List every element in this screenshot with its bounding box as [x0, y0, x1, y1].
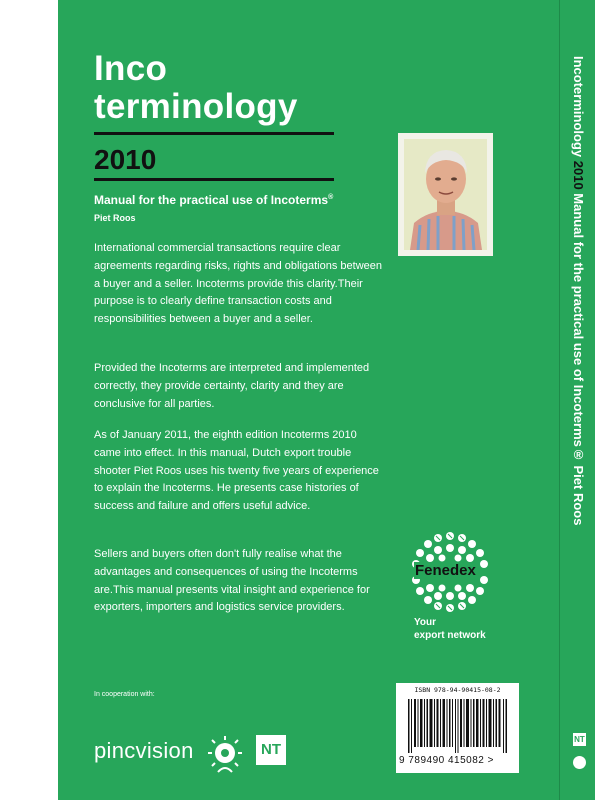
book-subtitle: [94, 193, 333, 207]
spine-subtitle: Manual for the practical use of Incoterms: [571, 193, 586, 447]
title-line-1: Inco: [94, 49, 168, 88]
author-portrait-icon: [404, 139, 487, 250]
spine-author: Piet Roos: [571, 465, 586, 526]
blurb-paragraph-3: As of January 2011, the eighth edition Incoterms 2010 came into effect. In this manual, Dutch export trouble shooter Piet Roos uses his twenty five years of experience to explain the Incoterms. He presents case histories of success and failure and offers useful advice.: [94, 429, 379, 513]
title-line-2: terminology: [94, 87, 298, 126]
fenedex-tagline-line-1: Your: [414, 617, 437, 628]
author-photo: [398, 133, 493, 256]
registered-mark: ®: [328, 194, 334, 201]
barcode-icon: [408, 699, 508, 753]
nt-publisher-logo: NT: [256, 735, 286, 765]
isbn-text: ISBN 978-94-90415-08-2: [414, 686, 501, 694]
spine-circle-icon: [573, 756, 586, 769]
subtitle-text: Manual for the practical use of Incoterms: [94, 193, 329, 207]
pincvision-emblem-icon: [208, 736, 242, 774]
spine-title-word: Incoterminology: [571, 56, 586, 158]
fenedex-tagline-line-2: export network: [414, 630, 486, 641]
title-divider-top: [94, 132, 334, 135]
blurb-paragraph-2: Provided the Incoterms are interpreted and implemented correctly, they provide certainty, clarity and they are conclusive for all parties.: [94, 362, 370, 410]
ean-digits: 9 789490 415082 >: [399, 755, 494, 766]
title-divider-bottom: [94, 178, 334, 181]
book-author: Piet Roos: [94, 213, 136, 223]
fenedex-wordmark: Fenedex: [415, 562, 476, 579]
blurb-paragraph-4: Sellers and buyers often don't fully realise what the advantages and consequences of using the Incoterms are.This manual presents vital insight and experience for exporters, importers and logistics service providers.: [94, 548, 370, 614]
pincvision-logo: pincvision: [94, 738, 194, 763]
spine-title: [571, 56, 586, 525]
book-title: [94, 50, 298, 126]
spine-publisher-logo: NT: [574, 735, 585, 744]
book-year: 2010: [94, 144, 157, 175]
spine-registered-mark: ®: [571, 446, 586, 462]
cooperation-label: In cooperation with:: [94, 691, 155, 698]
spine-year: 2010: [571, 160, 586, 190]
blurb-paragraph-1: International commercial transactions require clear agreements regarding risks, rights and obligations between a buyer and a seller. Incoterms provide this clarity.Their purpose is to clearly define transaction costs and responsibilities between a buyer and a seller.: [94, 242, 382, 326]
